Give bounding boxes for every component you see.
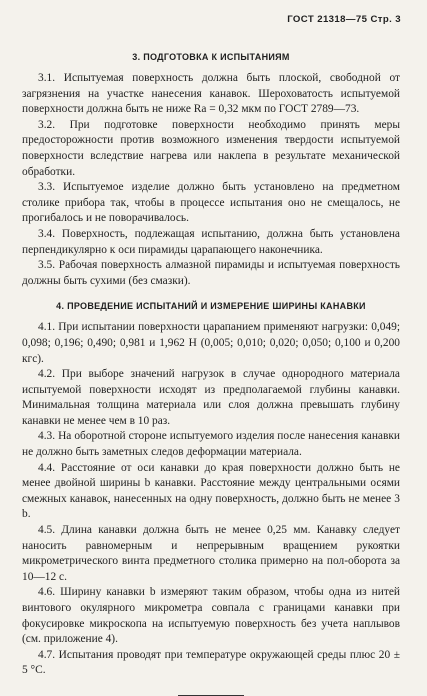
paragraph-3-5: 3.5. Рабочая поверхность алмазной пирамиды и испытуемая поверхность должны быть сухими (без смазки). (22, 259, 400, 287)
page-header (287, 14, 401, 25)
paragraph-4-4: 4.4. Расстояние от оси канавки до края поверхности должно быть не менее двойной ширины b канавки. Расстояние между центральными осями смежных канавок, нанесенных на одну поверхность, должно быть не менее 3 b. (22, 461, 400, 521)
paragraph-4-2: 4.2. При выборе значений нагрузок в случае однородного материала испытуемой поверхности исходят из предполагаемой глубины канавки. Минимальная толщина материала или слоя должна превышать глубину канавки не менее чем в 10 раз. (22, 368, 400, 427)
paragraph-4-1: 4.1. При испытании поверхности царапанием применяют нагрузки: 0,049; 0,098; 0,196; 0,490; 0,981 и 1,962 Н (0,005; 0,010; 0,020; 0,050; 0,100 и 0,200 кгс). (22, 321, 400, 365)
page-number: Стр. 3 (370, 14, 401, 25)
paragraph-4-5: 4.5. Длина канавки должна быть не менее 0,25 мм. Канавку следует наносить равномерным и непрерывным вращением рукоятки микрометрического винта предметного столика примерно на пол-оборота за 10—12 с. (22, 524, 400, 583)
paragraph-3-3: 3.3. Испытуемое изделие должно быть установлено на предметном столике прибора так, чтобы в процессе испытания оно не смещалось, не прогибалось и не поворачивалось. (22, 181, 400, 225)
paragraph-3-1: 3.1. Испытуемая поверхность должна быть плоской, свободной от загрязнения на участке нанесения канавок. Шероховатость испытуемой поверхности должна быть не ниже Ra = 0,32 мкм по ГОСТ 2789—73. (22, 72, 400, 116)
paragraph-4-6: 4.6. Ширину канавки b измеряют таким образом, чтобы одна из нитей винтового окулярного микрометра совпала с границами канавки при фокусировке микроскопа на испытуемую поверхность без учета наплывов (см. приложение 4). (22, 586, 400, 646)
section-4-title: 4. ПРОВЕДЕНИЕ ИСПЫТАНИЙ И ИЗМЕРЕНИЕ ШИРИНЫ КАНАВКИ (56, 301, 366, 312)
document-body (22, 52, 400, 696)
paragraph-4-7: 4.7. Испытания проводят при температуре окружающей среды плюс 20 ± 5 °С. (22, 648, 400, 677)
paragraph-4-3: 4.3. На оборотной стороне испытуемого изделия после нанесения канавки не должно быть заметных следов деформации материала. (22, 430, 400, 459)
paragraph-3-4: 3.4. Поверхность, подлежащая испытанию, должна быть установлена перпендикулярно к оси пирамиды царапающего наконечника. (22, 227, 400, 256)
paragraph-3-2: 3.2. При подготовке поверхности необходимо принять меры предосторожности против возможного изменения твердости испытуемой поверхности вследствие нагрева или наклепа в результате механической обработки. (22, 118, 400, 178)
standard-number: ГОСТ 21318—75 (287, 14, 368, 25)
section-3-title: 3. ПОДГОТОВКА К ИСПЫТАНИЯМ (132, 52, 290, 62)
